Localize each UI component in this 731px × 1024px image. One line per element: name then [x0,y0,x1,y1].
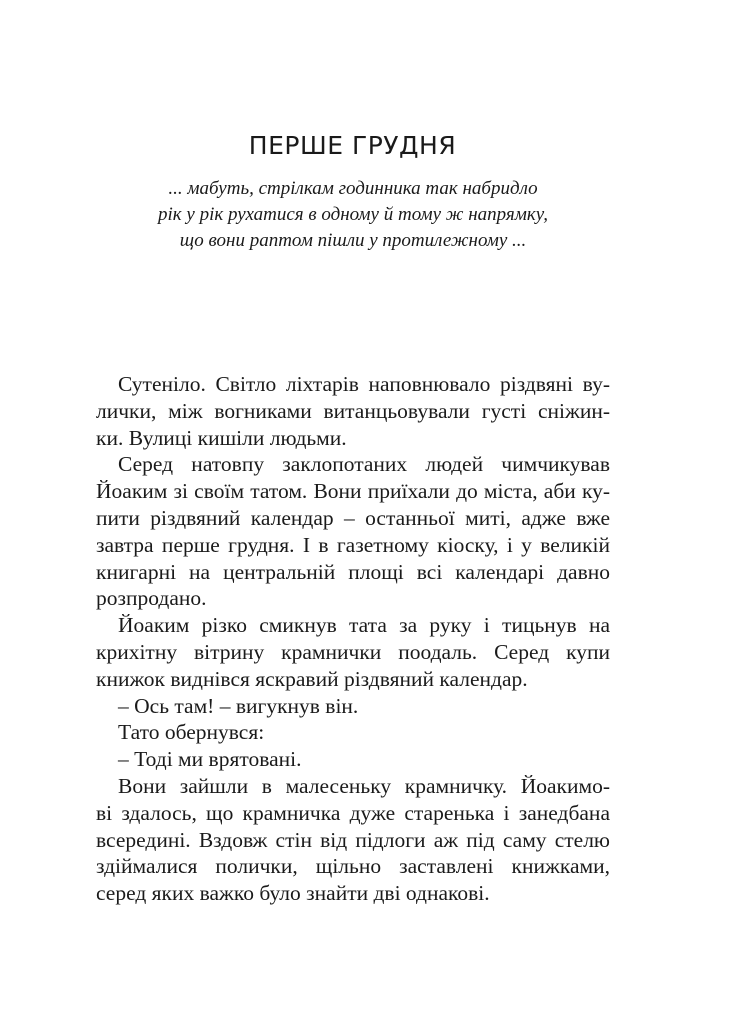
text-line: пити різдвяний календар – останньої миті, адже вже [96,505,610,530]
text-line: книжок виднівся яскравий різдвяний календар. [96,666,528,691]
epigraph-line: ... мабуть, стрілкам годинника так набридло [168,178,538,199]
text-line: Вони зайшли в малесеньку крамничку. Йоакимо- [118,773,610,798]
body-text [96,371,610,907]
epigraph-line: що вони раптом пішли у протилежному ... [179,230,527,251]
chapter-title: ПЕРШЕ ГРУДНЯ [248,131,457,160]
text-line: Йоаким різко смикнув тата за руку і тицьнув на [118,613,610,638]
text-line: здіймалися полички, щільно заставлені книжками, [96,854,610,879]
text-line: завтра перше грудня. І в газетному кіоску, і у великій [96,532,610,557]
text-line: ки. Вулиці кишіли людьми. [96,425,347,450]
text-line: лички, між вогниками витанцьовували густі сніжин- [96,398,610,423]
text-line: всередині. Вздовж стін від підлоги аж під саму стелю [96,827,610,852]
text-line: Йоаким зі своїм татом. Вони приїхали до міста, аби ку- [96,479,610,504]
text-line: серед яких важко було знайти дві однакові. [96,881,490,906]
text-line: Сутеніло. Світло ліхтарів наповнювало різдвяні ву- [118,372,610,396]
text-line: книгарні на центральній площі всі календарі давно [96,559,610,584]
text-line: ві здалось, що крамничка дуже старенька і занедбана [96,800,610,825]
epigraph [100,176,606,254]
text-line: – Ось там! – вигукнув він. [118,693,359,718]
text-line: Серед натовпу заклопотаних людей чимчикував [118,452,610,477]
text-line: Тато обернувся: [118,720,265,745]
text-line: – Тоді ми врятовані. [118,747,302,772]
text-line: крихітну вітрину крамнички поодаль. Серед купи [96,639,610,664]
text-line: розпродано. [96,586,207,611]
epigraph-line: рік у рік рухатися в одному й тому ж напрямку, [158,204,548,225]
